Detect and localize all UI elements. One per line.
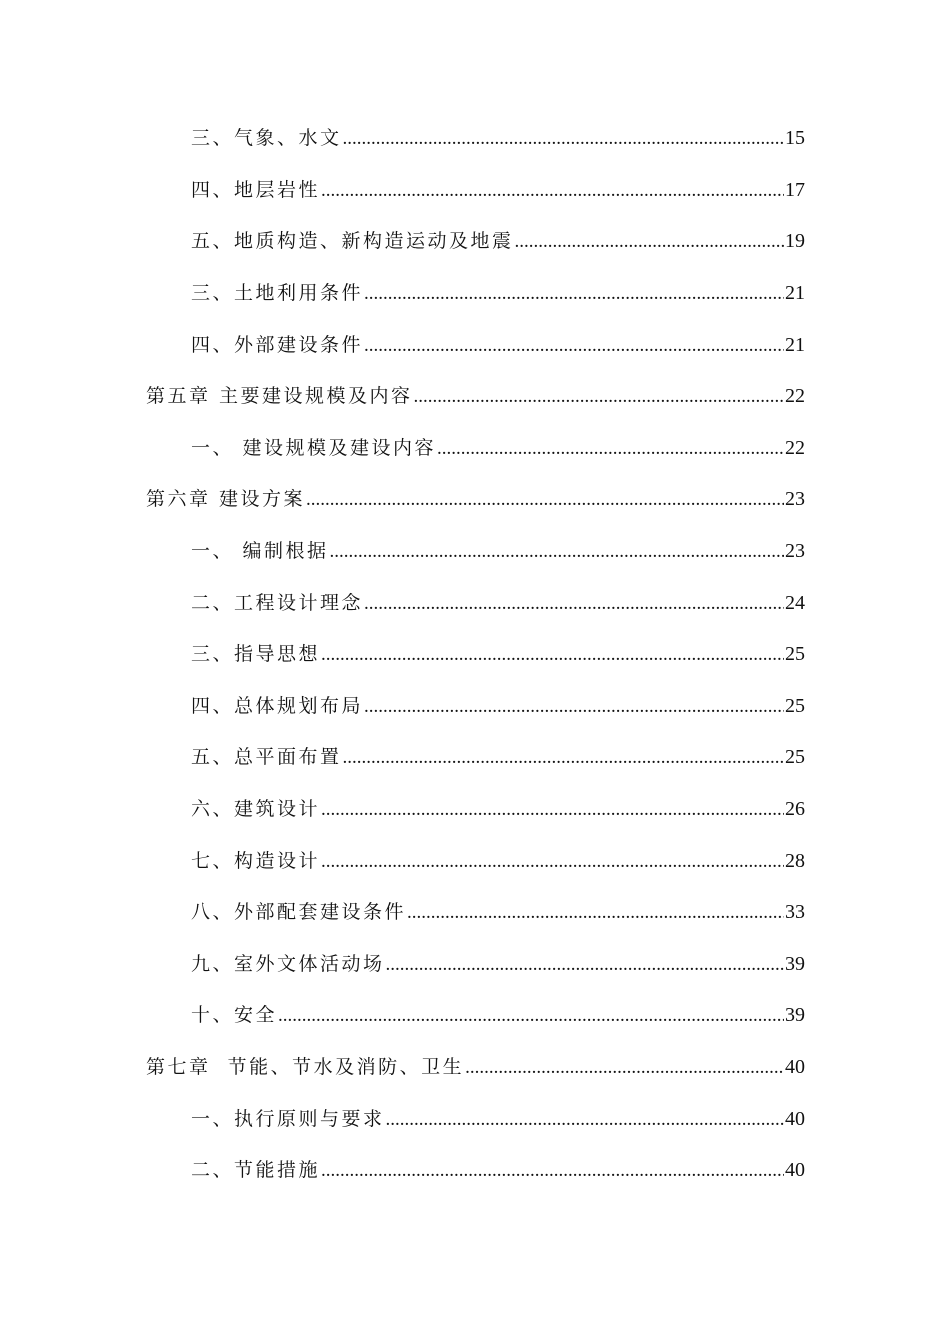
toc-entry[interactable] (0, 833, 950, 885)
toc-entry-page: 23 (785, 488, 805, 511)
toc-entry[interactable] (0, 575, 950, 627)
table-of-contents (0, 111, 950, 1194)
toc-entry-page: 21 (785, 333, 805, 356)
toc-entry-page: 26 (785, 798, 805, 821)
toc-dot-leader (321, 851, 784, 873)
toc-entry[interactable] (0, 627, 950, 679)
toc-entry-page: 25 (785, 643, 805, 666)
toc-entry[interactable] (0, 1091, 950, 1143)
toc-entry-title: 四、地层岩性 (191, 178, 321, 201)
toc-entry-title: 第五章 主要建设规模及内容 (146, 385, 413, 408)
toc-dot-leader (407, 902, 784, 924)
toc-entry-title: 一、 建设规模及建设内容 (191, 436, 437, 459)
toc-entry[interactable] (0, 782, 950, 834)
toc-entry-page: 23 (785, 540, 805, 563)
toc-dot-leader (321, 1160, 784, 1182)
toc-entry-page: 25 (785, 746, 805, 769)
toc-dot-leader (343, 128, 784, 150)
toc-entry-title: 四、总体规划布局 (191, 694, 364, 717)
toc-entry-page: 15 (785, 127, 805, 150)
toc-entry-page: 25 (785, 694, 805, 717)
toc-entry[interactable] (0, 163, 950, 215)
toc-dot-leader (321, 799, 784, 821)
toc-entry-title: 五、总平面布置 (191, 746, 342, 769)
toc-dot-leader (321, 180, 784, 202)
toc-entry-title: 一、 编制根据 (191, 540, 329, 563)
toc-dot-leader (465, 1057, 784, 1079)
toc-entry-title: 二、节能措施 (191, 1159, 321, 1182)
toc-entry-title: 三、指导思想 (191, 643, 321, 666)
toc-entry-title: 五、地质构造、新构造运动及地震 (191, 230, 514, 253)
toc-entry-page: 39 (785, 1004, 805, 1027)
toc-entry-page: 22 (785, 436, 805, 459)
toc-entry[interactable] (0, 111, 950, 163)
toc-entry-title: 四、外部建设条件 (191, 333, 364, 356)
toc-entry[interactable] (0, 679, 950, 731)
toc-entry-title: 第七章 节能、节水及消防、卫生 (146, 1055, 465, 1078)
toc-entry-page: 40 (785, 1107, 805, 1130)
toc-entry[interactable] (0, 988, 950, 1040)
toc-entry-page: 21 (785, 282, 805, 305)
toc-entry[interactable] (0, 1143, 950, 1195)
toc-entry-page: 24 (785, 591, 805, 614)
toc-entry-title: 十、安全 (191, 1004, 278, 1027)
toc-dot-leader (386, 1109, 784, 1131)
toc-entry[interactable] (0, 730, 950, 782)
toc-dot-leader (343, 747, 784, 769)
toc-entry-title: 第六章 建设方案 (146, 488, 306, 511)
toc-dot-leader (364, 283, 784, 305)
toc-entry[interactable] (0, 937, 950, 989)
toc-entry-title: 三、气象、水文 (191, 127, 342, 150)
toc-dot-leader (278, 1005, 784, 1027)
toc-entry-title: 六、建筑设计 (191, 798, 321, 821)
toc-entry[interactable] (0, 524, 950, 576)
toc-entry[interactable] (0, 266, 950, 318)
toc-entry-page: 17 (785, 178, 805, 201)
toc-entry-page: 40 (785, 1055, 805, 1078)
toc-entry[interactable] (0, 421, 950, 473)
toc-dot-leader (414, 386, 784, 408)
toc-chapter-entry[interactable] (0, 1040, 950, 1092)
toc-dot-leader (364, 696, 784, 718)
toc-entry-title: 八、外部配套建设条件 (191, 901, 407, 924)
toc-dot-leader (437, 438, 784, 460)
toc-dot-leader (364, 593, 784, 615)
toc-entry-title: 三、土地利用条件 (191, 282, 364, 305)
toc-dot-leader (515, 231, 784, 253)
toc-dot-leader (306, 489, 784, 511)
toc-dot-leader (321, 644, 784, 666)
toc-chapter-entry[interactable] (0, 472, 950, 524)
toc-entry-page: 28 (785, 849, 805, 872)
toc-entry-page: 33 (785, 901, 805, 924)
toc-entry-title: 九、室外文体活动场 (191, 952, 385, 975)
toc-entry-page: 39 (785, 952, 805, 975)
toc-entry-page: 40 (785, 1159, 805, 1182)
toc-entry-title: 二、工程设计理念 (191, 591, 364, 614)
toc-entry-title: 七、构造设计 (191, 849, 321, 872)
toc-entry[interactable] (0, 214, 950, 266)
toc-entry[interactable] (0, 317, 950, 369)
toc-chapter-entry[interactable] (0, 369, 950, 421)
toc-entry-title: 一、执行原则与要求 (191, 1107, 385, 1130)
toc-entry-page: 22 (785, 385, 805, 408)
toc-entry-page: 19 (785, 230, 805, 253)
toc-dot-leader (386, 954, 784, 976)
toc-entry[interactable] (0, 885, 950, 937)
toc-dot-leader (330, 541, 784, 563)
toc-dot-leader (364, 335, 784, 357)
